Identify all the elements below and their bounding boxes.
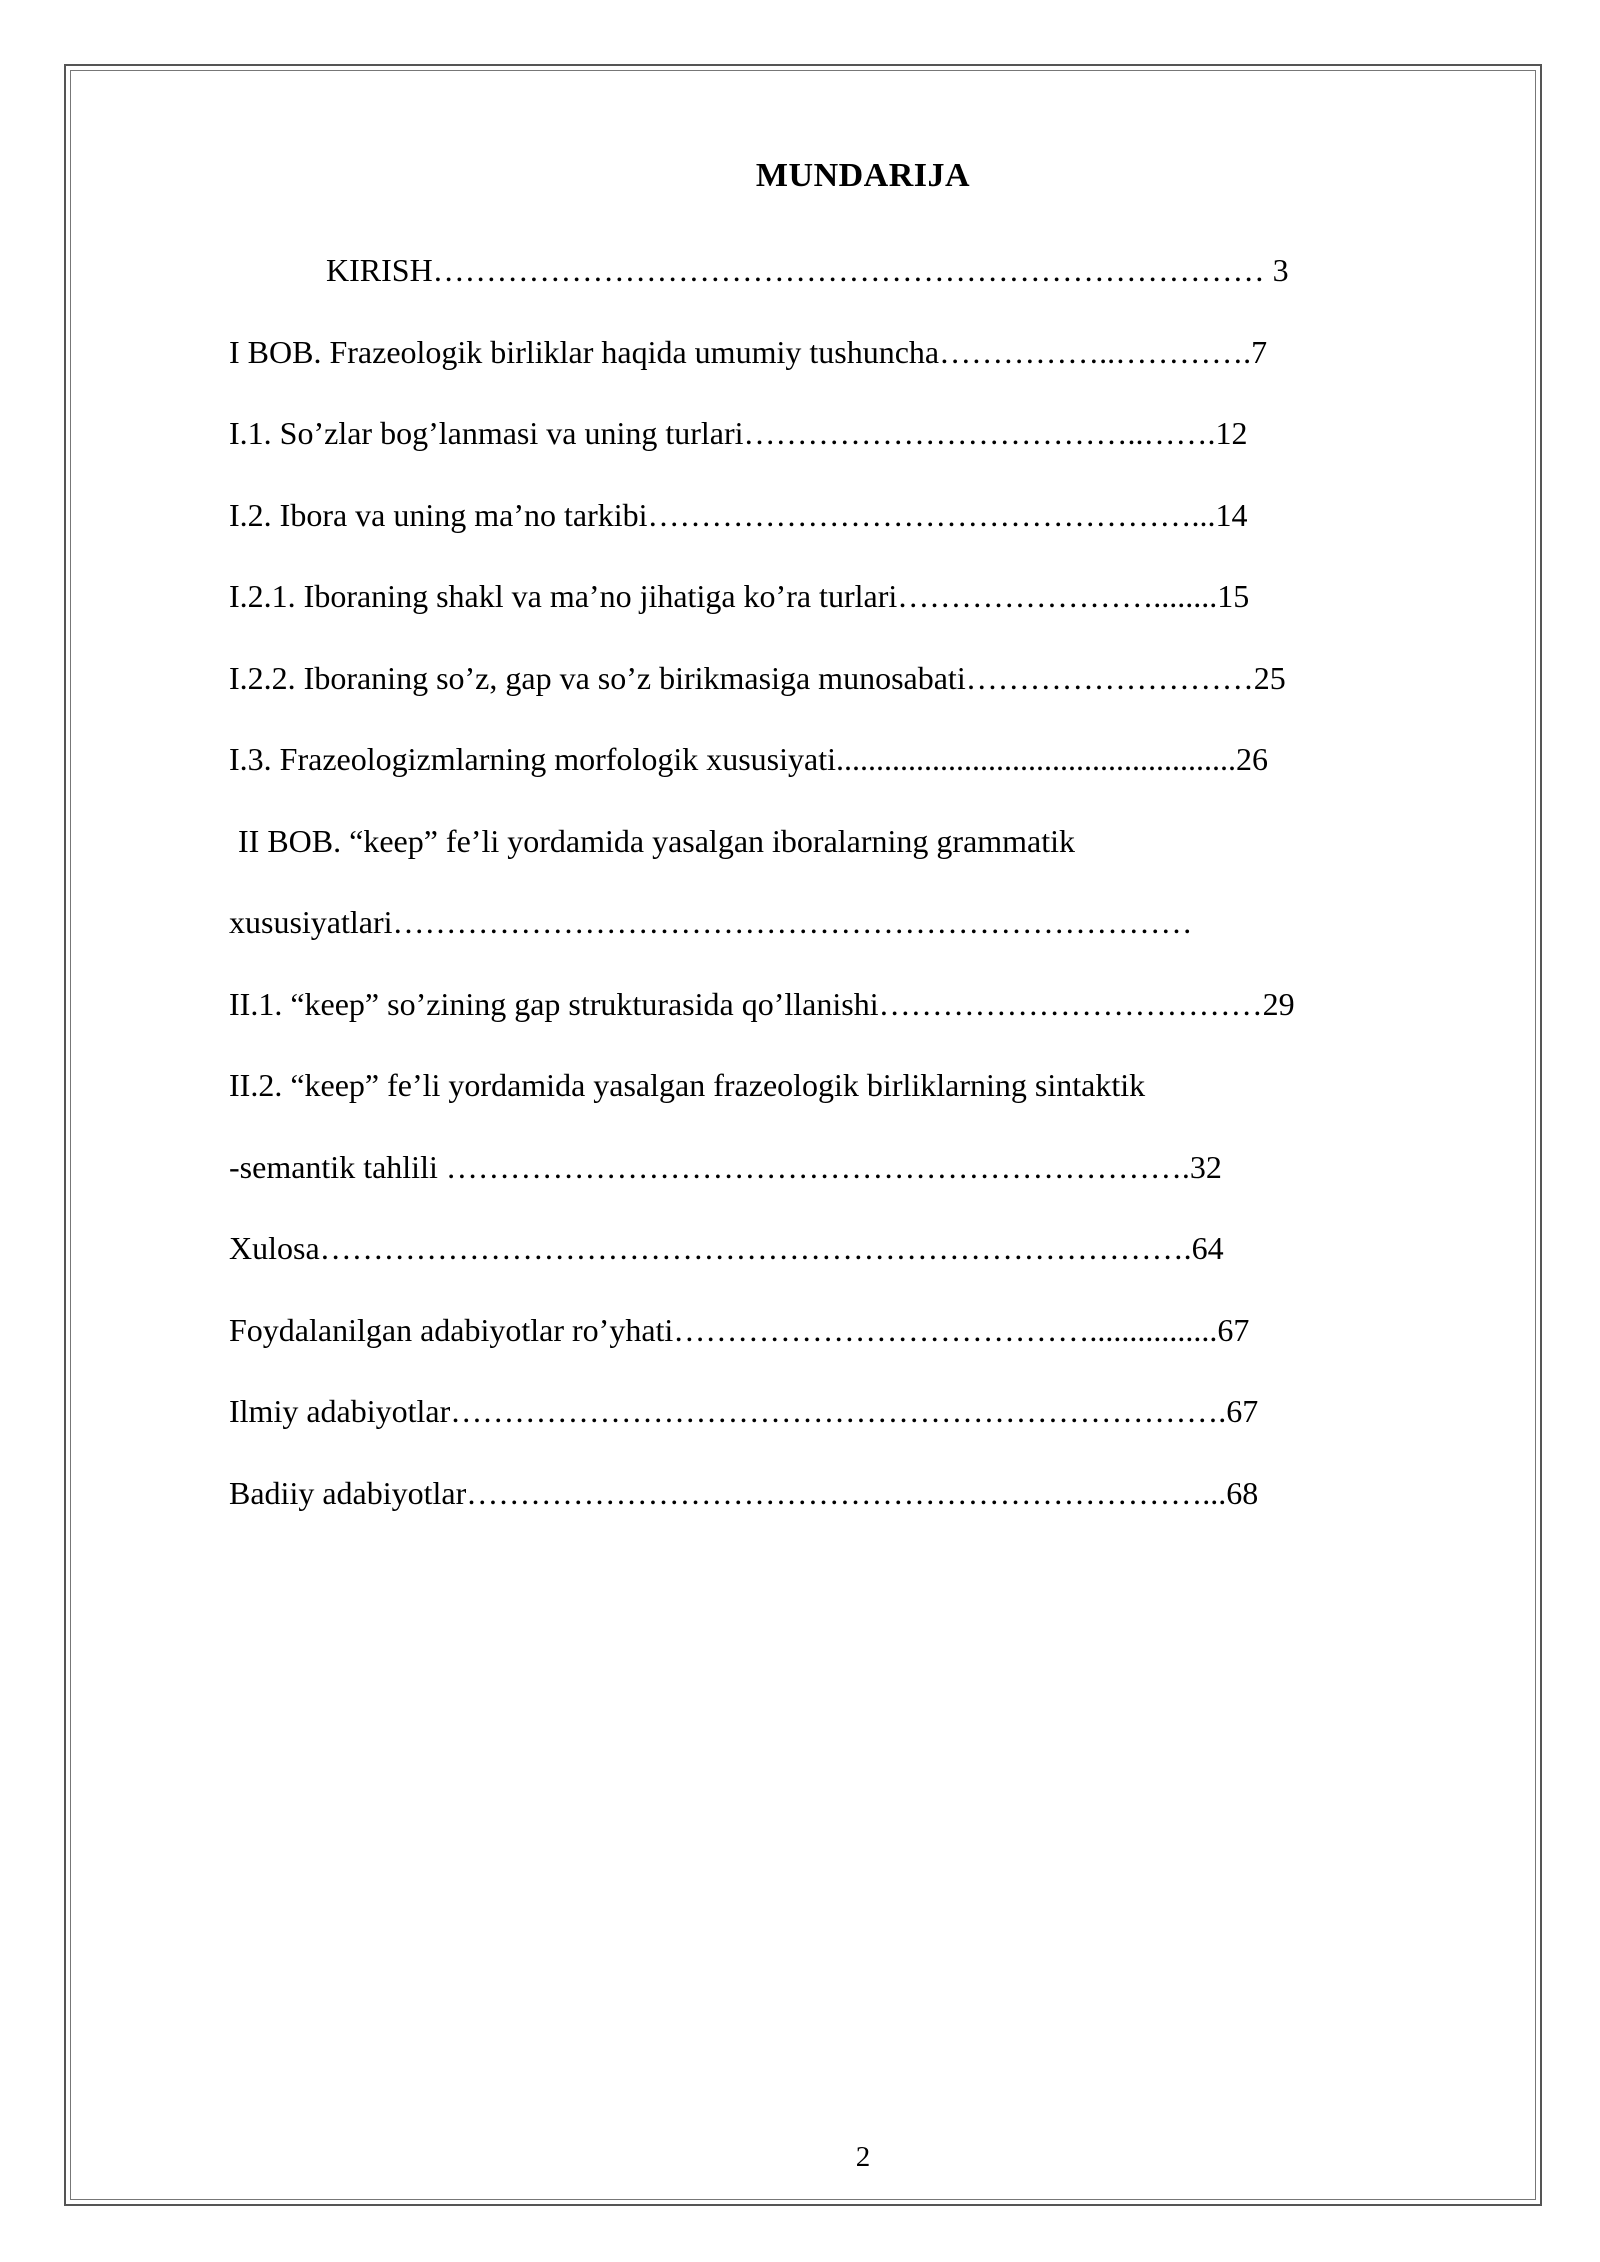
toc-entry-1-2-1: I.2.1. Iboraning shakl va ma’no jihatiga ko’ra turlari……………………........15	[229, 578, 1250, 614]
toc-entry-chapter-2-cont: xususiyatlari…………………………………………………………………	[229, 904, 1193, 940]
toc-entry-fiction-literature: Badiiy adabiyotlar……………………………………………………………...68	[229, 1474, 1259, 1511]
toc-entry-1-2-2: I.2.2. Iboraning so’z, gap va so’z birikmasiga munosabati………………………25	[229, 659, 1286, 696]
page-number: 2	[855, 2141, 871, 2173]
toc-entry-1-3: I.3. Frazeologizmlarning morfologik xususiyati..................................................26	[229, 741, 1268, 777]
table-of-contents	[229, 246, 1529, 1550]
toc-entry-scientific-literature: Ilmiy adabiyotlar……………………………………………………………….67	[229, 1393, 1259, 1429]
toc-entry-1-2: I.2. Ibora va uning ma’no tarkibi……………………………………………...14	[229, 496, 1248, 533]
page-title: MUNDARIJA	[755, 157, 971, 194]
toc-entry-2-1: II.1. “keep” so’zining gap strukturasida qo’llanishi………………………………29	[229, 985, 1295, 1022]
toc-entry-1-1: I.1. So’zlar bog’lanmasi va uning turlari………………………………..…….12	[229, 415, 1248, 451]
toc-entry-chapter-1: I BOB. Frazeologik birliklar haqida umumiy tushuncha……………..………….7	[229, 333, 1268, 370]
toc-entry-kirish: KIRISH…………………………………………………………………… 3	[326, 252, 1289, 288]
toc-entry-xulosa: Xulosa……………………………………………………………………….64	[229, 1230, 1224, 1266]
toc-entry-2-2: II.2. “keep” fe’li yordamida yasalgan frazeologik birliklarning sintaktik	[229, 1067, 1146, 1103]
toc-entry-chapter-2: II BOB. “keep” fe’li yordamida yasalgan iboralarning grammatik	[238, 822, 1076, 859]
toc-entry-2-2-cont: -semantik tahlili …………………………………………………………….32	[229, 1148, 1222, 1185]
toc-entry-bibliography: Foydalanilgan adabiyotlar ro’yhati…………………………………................67	[229, 1311, 1250, 1348]
